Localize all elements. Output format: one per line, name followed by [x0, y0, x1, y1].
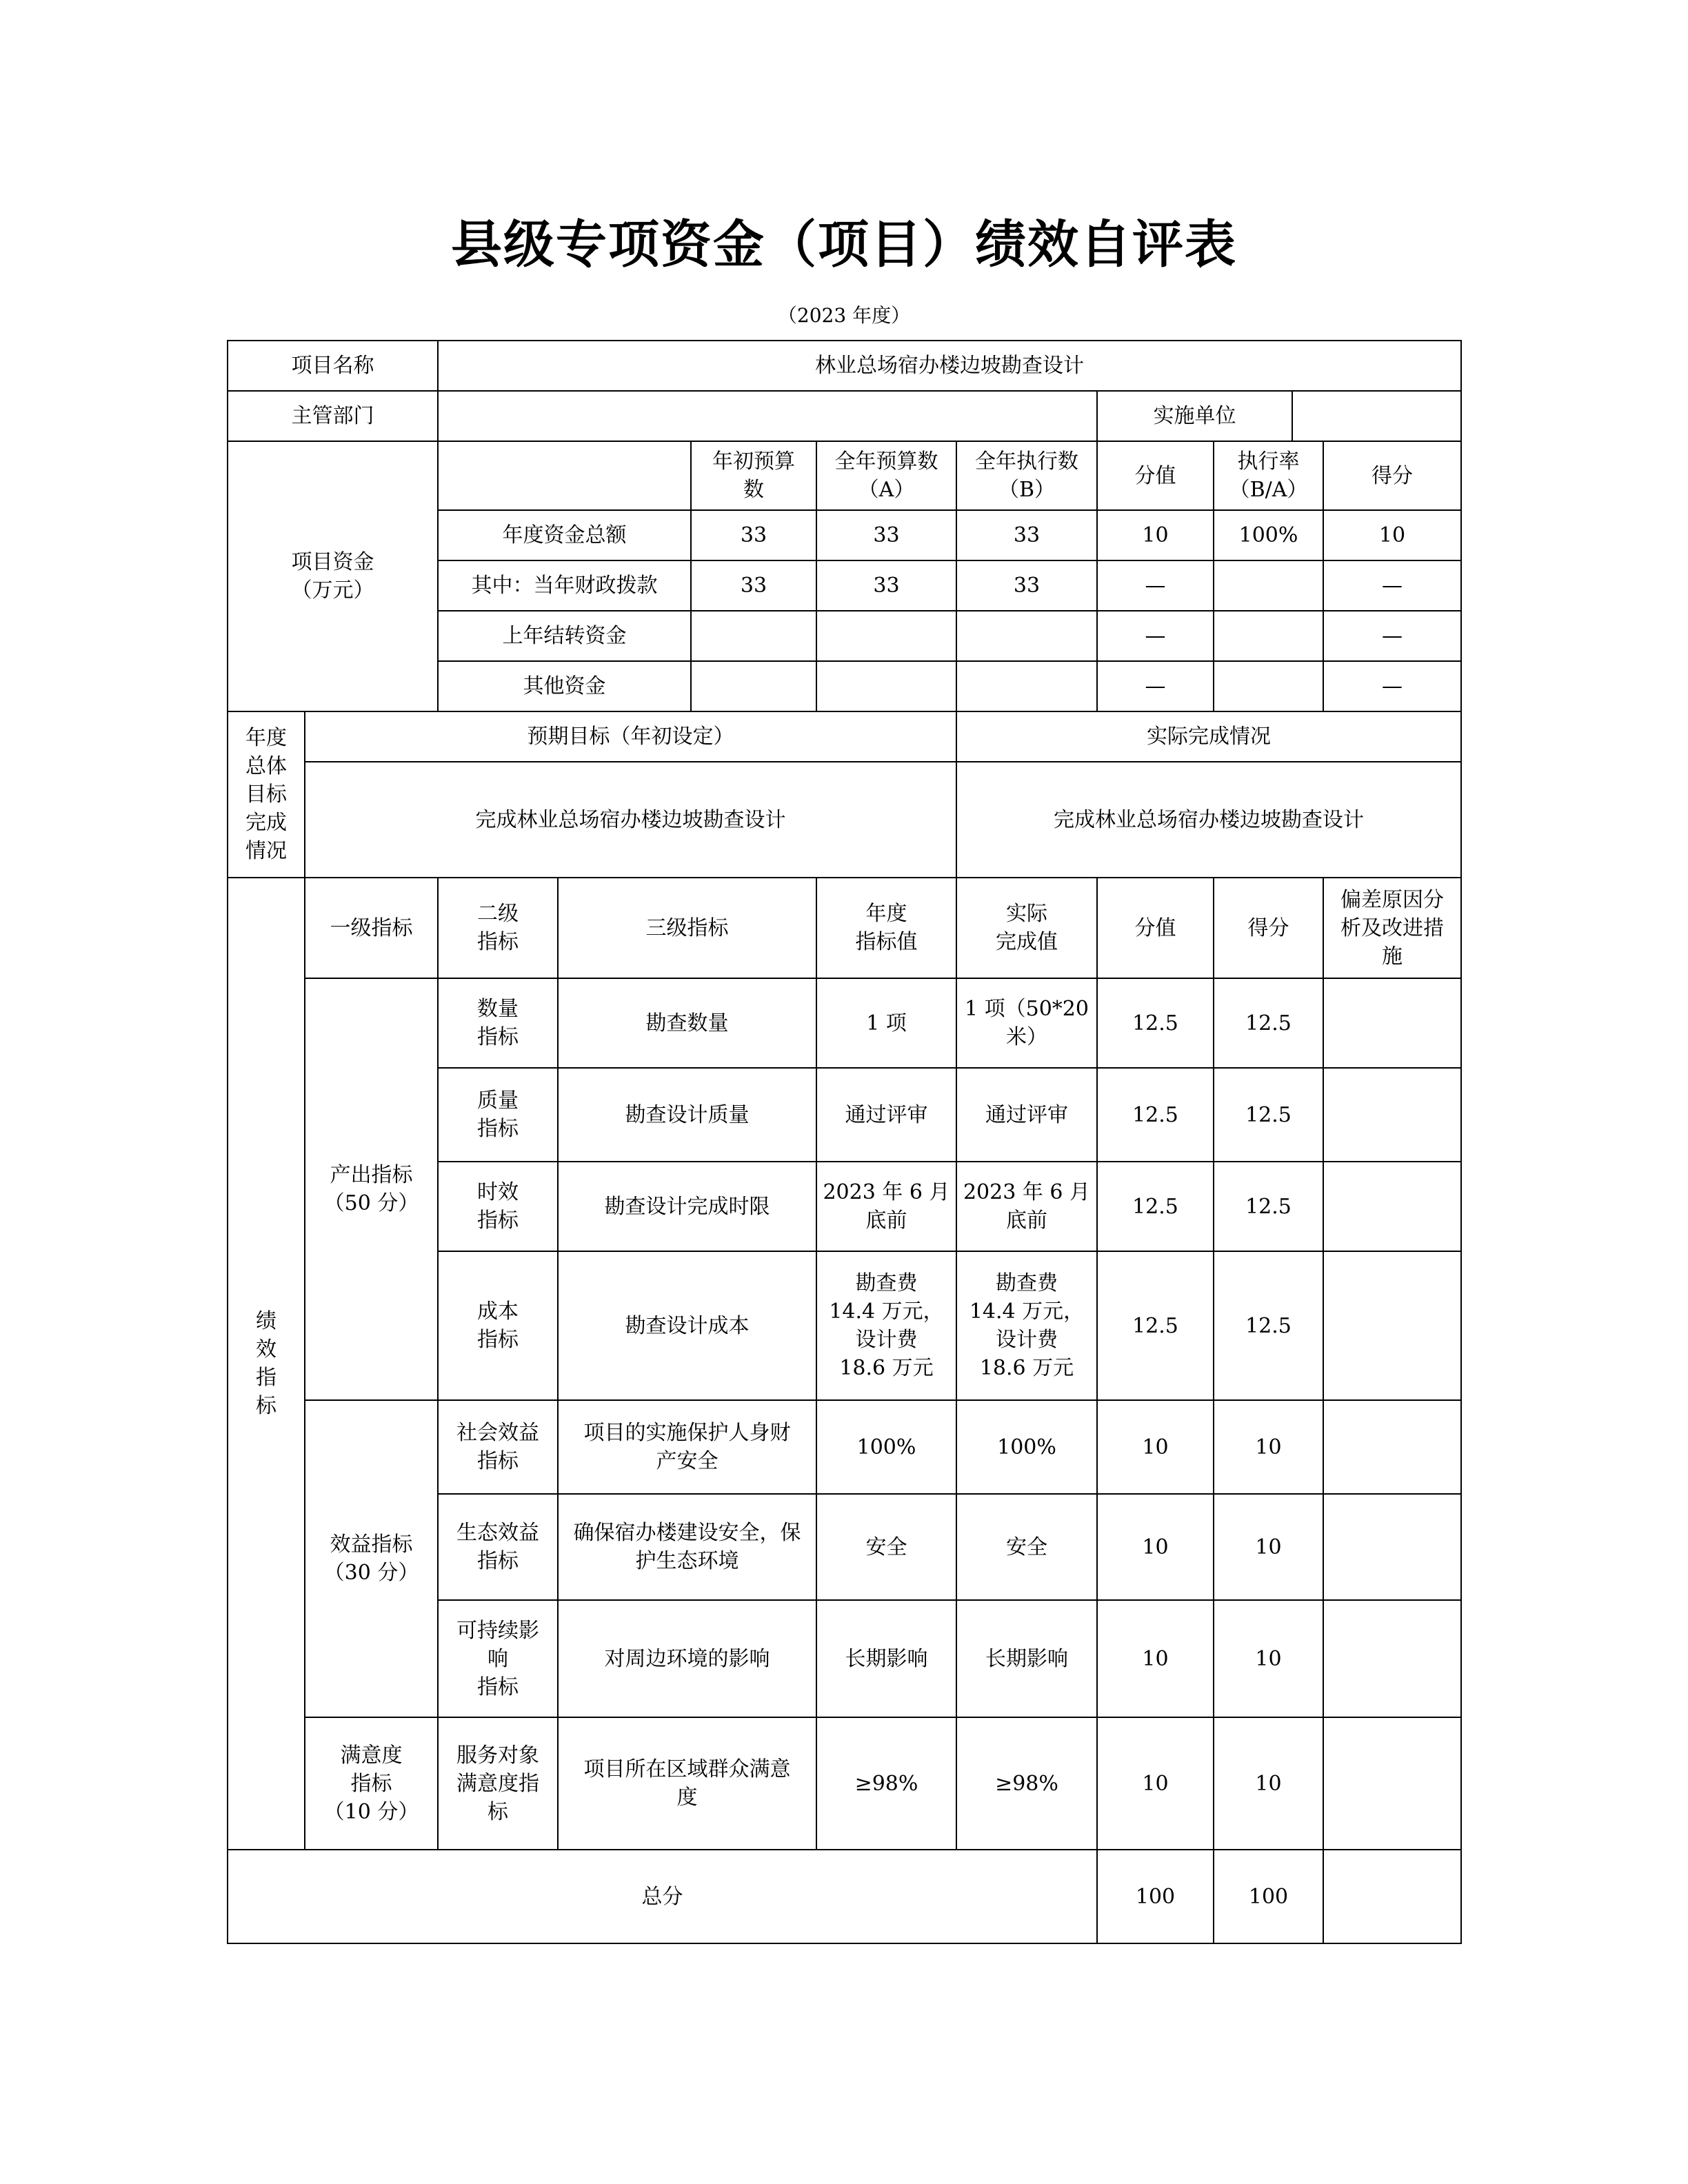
- perf-score-1-0: 10: [1097, 1400, 1214, 1494]
- perf-actual-1-0: 100%: [956, 1400, 1097, 1494]
- perf-actual-0-1: 通过评审: [956, 1068, 1097, 1162]
- funds-cell-1-4: [1214, 560, 1323, 611]
- perf-score-1-2: 10: [1097, 1600, 1214, 1717]
- perf-note-0-2: [1323, 1162, 1461, 1251]
- funds-header-1: 全年预算数 （A）: [816, 441, 956, 510]
- funds-cell-2-2: [956, 611, 1097, 661]
- perf-got-0-3: 12.5: [1214, 1251, 1323, 1400]
- perf-actual-2-0: ≥98%: [956, 1717, 1097, 1850]
- perf-got-1-1: 10: [1214, 1494, 1323, 1600]
- perf-l2-0-3: 成本 指标: [438, 1251, 558, 1400]
- perf-note-2-0: [1323, 1717, 1461, 1850]
- perf-got-2-0: 10: [1214, 1717, 1323, 1850]
- perf-header-3: 年度 指标值: [816, 878, 956, 978]
- perf-note-1-1: [1323, 1494, 1461, 1600]
- goals-expected-value: 完成林业总场宿办楼边坡勘查设计: [305, 762, 956, 878]
- funds-header-blank: [438, 441, 691, 510]
- perf-got-0-2: 12.5: [1214, 1162, 1323, 1251]
- funds-row-name-1: 其中：当年财政拨款: [438, 560, 691, 611]
- perf-label: 绩 效 指 标: [228, 878, 305, 1850]
- perf-header-7: 偏差原因分 析及改进措 施: [1323, 878, 1461, 978]
- unit-value: [1292, 391, 1461, 441]
- funds-header-0: 年初预算 数: [691, 441, 816, 510]
- funds-row-name-0: 年度资金总额: [438, 510, 691, 560]
- evaluation-table: [227, 340, 1462, 1944]
- perf-l2-1-2: 可持续影 响 指标: [438, 1600, 558, 1717]
- funds-label: 项目资金 （万元）: [228, 441, 438, 711]
- perf-l2-1-0: 社会效益 指标: [438, 1400, 558, 1494]
- perf-score-0-2: 12.5: [1097, 1162, 1214, 1251]
- funds-cell-0-1: 33: [816, 510, 956, 560]
- funds-cell-1-2: 33: [956, 560, 1097, 611]
- total-note: [1323, 1850, 1461, 1943]
- goals-actual-label: 实际完成情况: [956, 711, 1461, 762]
- funds-cell-3-1: [816, 661, 956, 711]
- perf-l2-0-2: 时效 指标: [438, 1162, 558, 1251]
- perf-group-2: 满意度 指标 （10 分）: [305, 1717, 438, 1850]
- perf-got-1-0: 10: [1214, 1400, 1323, 1494]
- funds-cell-1-0: 33: [691, 560, 816, 611]
- funds-cell-3-3: —: [1097, 661, 1214, 711]
- perf-score-0-1: 12.5: [1097, 1068, 1214, 1162]
- perf-actual-1-2: 长期影响: [956, 1600, 1097, 1717]
- perf-target-2-0: ≥98%: [816, 1717, 956, 1850]
- perf-got-0-1: 12.5: [1214, 1068, 1323, 1162]
- perf-note-1-2: [1323, 1600, 1461, 1717]
- funds-cell-2-4: [1214, 611, 1323, 661]
- perf-l2-2-0: 服务对象 满意度指 标: [438, 1717, 558, 1850]
- perf-l2-0-0: 数量 指标: [438, 978, 558, 1068]
- funds-cell-2-5: —: [1323, 611, 1461, 661]
- funds-header-3: 分值: [1097, 441, 1214, 510]
- perf-note-0-3: [1323, 1251, 1461, 1400]
- perf-header-1: 二级 指标: [438, 878, 558, 978]
- perf-note-1-0: [1323, 1400, 1461, 1494]
- funds-cell-0-3: 10: [1097, 510, 1214, 560]
- funds-cell-0-4: 100%: [1214, 510, 1323, 560]
- perf-score-0-0: 12.5: [1097, 978, 1214, 1068]
- unit-label: 实施单位: [1097, 391, 1292, 441]
- funds-cell-3-0: [691, 661, 816, 711]
- funds-cell-3-5: —: [1323, 661, 1461, 711]
- perf-note-0-1: [1323, 1068, 1461, 1162]
- perf-target-1-0: 100%: [816, 1400, 956, 1494]
- perf-actual-0-0: 1 项（50*20 米）: [956, 978, 1097, 1068]
- perf-actual-0-3: 勘查费 14.4 万元， 设计费 18.6 万元: [956, 1251, 1097, 1400]
- perf-got-0-0: 12.5: [1214, 978, 1323, 1068]
- dept-label: 主管部门: [228, 391, 438, 441]
- funds-cell-1-3: —: [1097, 560, 1214, 611]
- perf-header-5: 分值: [1097, 878, 1214, 978]
- perf-header-0: 一级指标: [305, 878, 438, 978]
- perf-score-2-0: 10: [1097, 1717, 1214, 1850]
- dept-value: [438, 391, 1097, 441]
- total-got: 100: [1214, 1850, 1323, 1943]
- funds-row-name-2: 上年结转资金: [438, 611, 691, 661]
- funds-header-4: 执行率 （B/A）: [1214, 441, 1323, 510]
- funds-cell-1-1: 33: [816, 560, 956, 611]
- funds-cell-2-1: [816, 611, 956, 661]
- funds-cell-0-0: 33: [691, 510, 816, 560]
- goals-expected-label: 预期目标（年初设定）: [305, 711, 956, 762]
- perf-header-2: 三级指标: [558, 878, 816, 978]
- perf-l3-0-1: 勘查设计质量: [558, 1068, 816, 1162]
- perf-l3-1-1: 确保宿办楼建设安全，保 护生态环境: [558, 1494, 816, 1600]
- perf-group-0: 产出指标 （50 分）: [305, 978, 438, 1400]
- perf-target-1-1: 安全: [816, 1494, 956, 1600]
- project-name-label: 项目名称: [228, 341, 438, 391]
- year-subtitle: （2023 年度）: [777, 304, 911, 327]
- perf-target-0-1: 通过评审: [816, 1068, 956, 1162]
- project-name-value: 林业总场宿办楼边坡勘查设计: [438, 341, 1461, 391]
- perf-l3-1-0: 项目的实施保护人身财 产安全: [558, 1400, 816, 1494]
- funds-cell-3-4: [1214, 661, 1323, 711]
- funds-cell-0-2: 33: [956, 510, 1097, 560]
- funds-cell-0-5: 10: [1323, 510, 1461, 560]
- funds-header-5: 得分: [1323, 441, 1461, 510]
- perf-target-0-0: 1 项: [816, 978, 956, 1068]
- funds-cell-1-5: —: [1323, 560, 1461, 611]
- funds-header-2: 全年执行数 （B）: [956, 441, 1097, 510]
- perf-actual-0-2: 2023 年 6 月 底前: [956, 1162, 1097, 1251]
- perf-header-6: 得分: [1214, 878, 1323, 978]
- page-title: 县级专项资金（项目）绩效自评表: [451, 215, 1237, 274]
- goals-label: 年度 总体 目标 完成 情况: [228, 711, 305, 878]
- funds-cell-2-0: [691, 611, 816, 661]
- goals-actual-value: 完成林业总场宿办楼边坡勘查设计: [956, 762, 1461, 878]
- funds-row-name-3: 其他资金: [438, 661, 691, 711]
- perf-l3-0-2: 勘查设计完成时限: [558, 1162, 816, 1251]
- perf-l3-0-0: 勘查数量: [558, 978, 816, 1068]
- perf-target-1-2: 长期影响: [816, 1600, 956, 1717]
- perf-score-0-3: 12.5: [1097, 1251, 1214, 1400]
- perf-got-1-2: 10: [1214, 1600, 1323, 1717]
- perf-target-0-2: 2023 年 6 月 底前: [816, 1162, 956, 1251]
- perf-l2-1-1: 生态效益 指标: [438, 1494, 558, 1600]
- perf-group-1: 效益指标 （30 分）: [305, 1400, 438, 1717]
- perf-l3-1-2: 对周边环境的影响: [558, 1600, 816, 1717]
- perf-l3-0-3: 勘查设计成本: [558, 1251, 816, 1400]
- perf-score-1-1: 10: [1097, 1494, 1214, 1600]
- total-label: 总分: [228, 1850, 1097, 1943]
- perf-note-0-0: [1323, 978, 1461, 1068]
- perf-target-0-3: 勘查费 14.4 万元， 设计费 18.6 万元: [816, 1251, 956, 1400]
- perf-l2-0-1: 质量 指标: [438, 1068, 558, 1162]
- funds-cell-3-2: [956, 661, 1097, 711]
- perf-l3-2-0: 项目所在区域群众满意 度: [558, 1717, 816, 1850]
- total-score: 100: [1097, 1850, 1214, 1943]
- funds-cell-2-3: —: [1097, 611, 1214, 661]
- perf-header-4: 实际 完成值: [956, 878, 1097, 978]
- perf-actual-1-1: 安全: [956, 1494, 1097, 1600]
